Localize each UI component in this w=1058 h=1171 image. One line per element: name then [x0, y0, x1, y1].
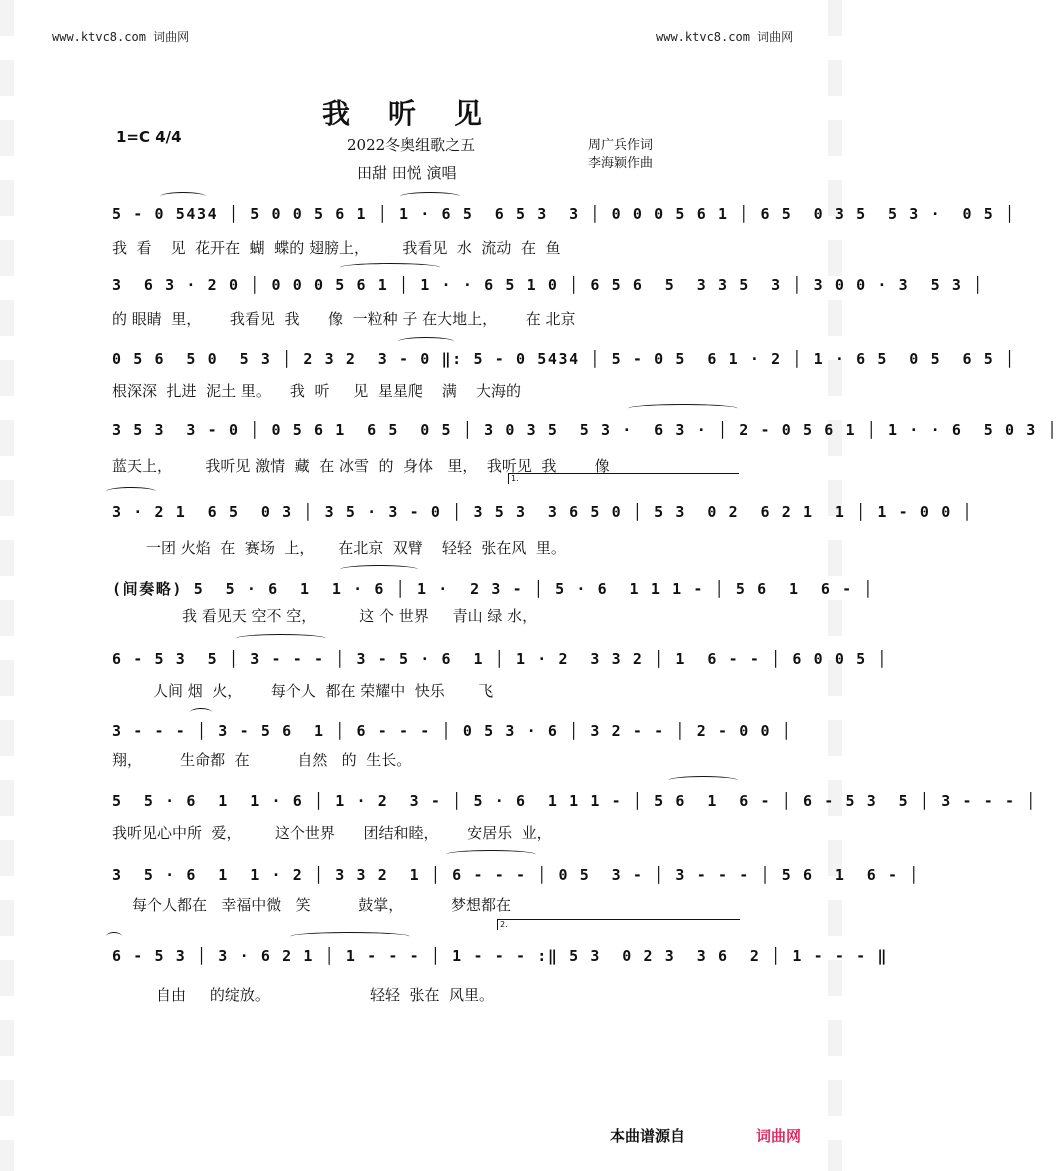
- slur-mark: [340, 565, 418, 574]
- footer-source-label: 本曲谱源自: [610, 1127, 686, 1145]
- score-line-4-notes: 3 5 3 3 - 0 │ 0 5 6 1 6 5 0 5 │ 3 0 3 5 5 3 · 6 3 · │ 2 - 0 5 6 1 │ 1 · · 6 5 0 3 │: [112, 421, 1058, 439]
- score-line-2-notes: 3 6 3 · 2 0 │ 0 0 0 5 6 1 │ 1 · · 6 5 1 0 │ 6 5 6 5 3 3 5 3 │ 3 0 0 · 3 5 3 │: [112, 276, 984, 294]
- score-line-10-notes: 3 5 · 6 1 1 · 2 │ 3 3 2 1 │ 6 - - - │ 0 5 3 - │ 3 - - - │ 5 6 1 6 - │: [112, 866, 920, 884]
- volta-bracket-2: 2.: [497, 919, 740, 930]
- slur-mark: [398, 337, 454, 346]
- lyricist-credit: 周广兵作词: [588, 138, 654, 153]
- score-line-1-notes: 5 - 0 5434 │ 5 0 0 5 6 1 │ 1 · 6 5 6 5 3 3 │ 0 0 0 5 6 1 │ 6 5 0 3 5 5 3 · 0 5 │: [112, 205, 1016, 223]
- score-line-10-lyrics: 每个人都在 幸福中微 笑 鼓掌， 梦想都在: [132, 896, 511, 914]
- score-line-8-notes: 3 - - - │ 3 - 5 6 1 │ 6 - - - │ 0 5 3 · 6 │ 3 2 - - │ 2 - 0 0 │: [112, 722, 793, 740]
- slur-mark: [446, 850, 536, 859]
- slur-mark: [668, 776, 738, 785]
- slur-mark: [290, 932, 410, 941]
- score-line-7-notes: 6 - 5 3 5 │ 3 - - - │ 3 - 5 · 6 1 │ 1 · 2 3 3 2 │ 1 6 - - │ 6 0 0 5 │: [112, 650, 889, 668]
- score-line-6-lyrics: 我 看见天 空不 空， 这 个 世界 青山 绿 水，: [182, 607, 538, 625]
- left-watermark-strip: [0, 0, 14, 1171]
- volta-bracket-1: 1.: [508, 473, 739, 484]
- slur-mark: [190, 708, 212, 717]
- header-left-site: www.ktvc8.com 词曲网: [52, 30, 190, 44]
- score-line-3-lyrics: 根深深 扎进 泥土 里。 我 听 见 星星爬 满 大海的: [112, 382, 521, 400]
- header-right-site: www.ktvc8.com 词曲网: [656, 30, 794, 44]
- score-line-7-lyrics: 人间 烟 火， 每个人 都在 荣耀中 快乐 飞: [153, 682, 494, 700]
- slur-mark: [160, 192, 206, 201]
- score-line-11-lyrics: 自由 的绽放。 轻轻 张在 风里。: [156, 986, 495, 1004]
- key-signature: 1=C 4/4: [116, 128, 182, 146]
- slur-mark: [340, 263, 440, 272]
- score-line-8-lyrics: 翔， 生命都 在 自然 的 生长。: [112, 751, 412, 769]
- slur-mark: [236, 634, 326, 643]
- score-line-4-lyrics: 蓝天上， 我听见 激情 藏 在 冰雪 的 身体 里， 我听见 我 像: [112, 457, 610, 475]
- score-line-5-notes: 3 · 2 1 6 5 0 3 │ 3 5 · 3 - 0 │ 3 5 3 3 6 5 0 │ 5 3 0 2 6 2 1 1 │ 1 - 0 0 │: [112, 503, 974, 521]
- footer-brand-logo[interactable]: 词曲网: [756, 1127, 802, 1145]
- score-line-9-notes: 5 5 · 6 1 1 · 6 │ 1 · 2 3 - │ 5 · 6 1 1 1 - │ 5 6 1 6 - │ 6 - 5 3 5 │ 3 - - - │: [112, 792, 1037, 810]
- singers-credit: 田甜 田悦 演唱: [357, 164, 457, 182]
- song-title: 我听见: [322, 97, 521, 130]
- slur-mark: [106, 487, 156, 496]
- slur-mark: [628, 404, 738, 413]
- score-line-5-lyrics: 一团 火焰 在 赛场 上， 在北京 双臂 轻轻 张在风 里。: [146, 539, 566, 557]
- song-subtitle: 2022冬奥组歌之五: [347, 136, 476, 154]
- score-line-11-notes: 6 - 5 3 │ 3 · 6 2 1 │ 1 - - - │ 1 - - - :‖ 5 3 0 2 3 3 6 2 │ 1 - - - ‖: [112, 947, 889, 965]
- score-line-6-notes: (间奏略) 5 5 · 6 1 1 · 6 │ 1 · 2 3 - │ 5 · 6 1 1 1 - │ 5 6 1 6 - │: [112, 580, 875, 598]
- score-line-3-notes: 0 5 6 5 0 5 3 │ 2 3 2 3 - 0 ‖: 5 - 0 5434 │ 5 - 0 5 6 1 · 2 │ 1 · 6 5 0 5 6 5 │: [112, 350, 1016, 368]
- score-line-2-lyrics: 的 眼睛 里， 我看见 我 像 一粒种 子 在大地上， 在 北京: [112, 310, 576, 328]
- score-line-9-lyrics: 我听见心中所 爱， 这个世界 团结和睦， 安居乐 业，: [112, 824, 552, 842]
- slur-mark: [106, 932, 122, 941]
- slur-mark: [400, 192, 460, 201]
- score-line-1-lyrics: 我 看 见 花开在 蝴 蝶的 翅膀上， 我看见 水 流动 在 鱼: [112, 239, 561, 257]
- composer-credit: 李海颖作曲: [588, 156, 654, 171]
